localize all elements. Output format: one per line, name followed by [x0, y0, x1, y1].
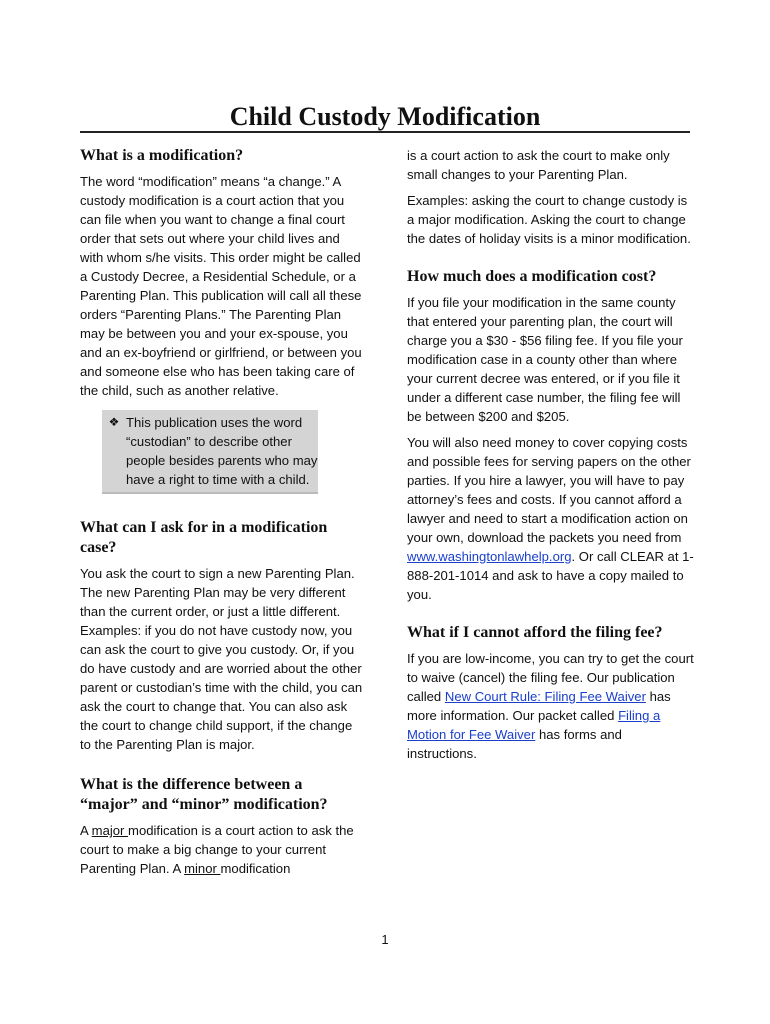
- document-title: Child Custody Modification: [229, 102, 541, 131]
- paragraph-filing-fee: If you file your modification in the same county that entered your parenting plan, the court will charge you a $30 - $56 filing fee. If you file your modification case in a county other than where your current decree was entered, or if you file it under a different case number, the filing fee will be between $200 and $205.: [407, 295, 683, 424]
- text-span: has more information. Our packet called: [407, 689, 671, 723]
- heading-cannot-afford-fee: What if I cannot afford the filing fee?: [407, 624, 663, 641]
- title-rule: [80, 131, 690, 133]
- washingtonlawhelp-link[interactable]: www.washingtonlawhelp.org: [407, 549, 572, 564]
- diamond-bullet-icon: ❖: [108, 415, 120, 429]
- text-span: has forms and instructions.: [407, 727, 622, 761]
- custodian-note-box: [102, 410, 318, 494]
- paragraph-fee-waiver: [407, 649, 695, 763]
- fee-waiver-motion-link[interactable]: Filing a Motion for Fee Waiver: [407, 708, 661, 742]
- text-span: You will also need money to cover copying costs and possible fees for serving papers on the other parties. If you hire a lawyer, you will have to pay attorney’s fees and costs. If you cannot afford a lawyer and need to start a modification action on your own, download the packets you need from: [407, 435, 691, 545]
- heading-major-minor-difference: What is the difference between a “major” and “minor” modification?: [80, 776, 328, 813]
- heading-what-is-modification: What is a modification?: [80, 147, 244, 164]
- left-column: [80, 146, 364, 885]
- minor-term: minor: [184, 861, 221, 876]
- paragraph-major-minor: [80, 821, 364, 878]
- text-span: . Or call CLEAR at 1-888-201-1014 and ask to have a copy mailed to you.: [407, 549, 694, 602]
- paragraph-other-costs: [407, 433, 695, 604]
- paragraph-modification-definition: The word “modification” means “a change.” A custody modification is a court action that you can file when you want to change a final court order that sets out where your child lives and with whom s/he visits. This order might be called a Custody Decree, a Residential Schedule, or a Parenting Plan. This publication will call all these orders “Parenting Plans.” The Parenting Plan may be between you and your ex-spouse, you and an ex-boyfriend or girlfriend, or between you and someone else who has been taking care of the child, such as another relative.: [80, 174, 362, 398]
- right-column: [407, 146, 695, 770]
- custodian-note-text: This publication uses the word “custodian” to describe other people besides parents who may have a right to time with a child.: [126, 415, 318, 487]
- paragraph-minor-continued: is a court action to ask the court to make only small changes to your Parenting Plan.: [407, 148, 670, 182]
- major-term: major: [91, 823, 129, 838]
- text-span: modification: [220, 861, 291, 876]
- paragraph-examples: Examples: asking the court to change custody is a major modification. Asking the court to change the dates of holiday visits is a minor modification.: [407, 193, 691, 246]
- text-span: A: [80, 823, 92, 838]
- paragraph-what-can-i-ask: You ask the court to sign a new Parenting Plan. The new Parenting Plan may be very different than the current order, or just a little different. Examples: if you do not have custody now, you can ask the court to give you custody. Or, if you do have custody and are worried about the other parent or custodian’s time with the child, you can ask the court to change that. You can also ask the court to change child support, if the change to the Parenting Plan is major.: [80, 566, 363, 752]
- heading-modification-cost: How much does a modification cost?: [407, 268, 657, 285]
- heading-what-can-i-ask: What can I ask for in a modification case?: [80, 519, 328, 556]
- fee-waiver-rule-link[interactable]: New Court Rule: Filing Fee Waiver: [444, 689, 646, 704]
- text-span: modification is a court action to ask the court to make a big change to your current Parenting Plan. A: [80, 823, 354, 876]
- page-number: 1: [381, 932, 389, 947]
- text-span: If you are low-income, you can try to get the court to waive (cancel) the filing fee. Our publication called: [407, 651, 694, 704]
